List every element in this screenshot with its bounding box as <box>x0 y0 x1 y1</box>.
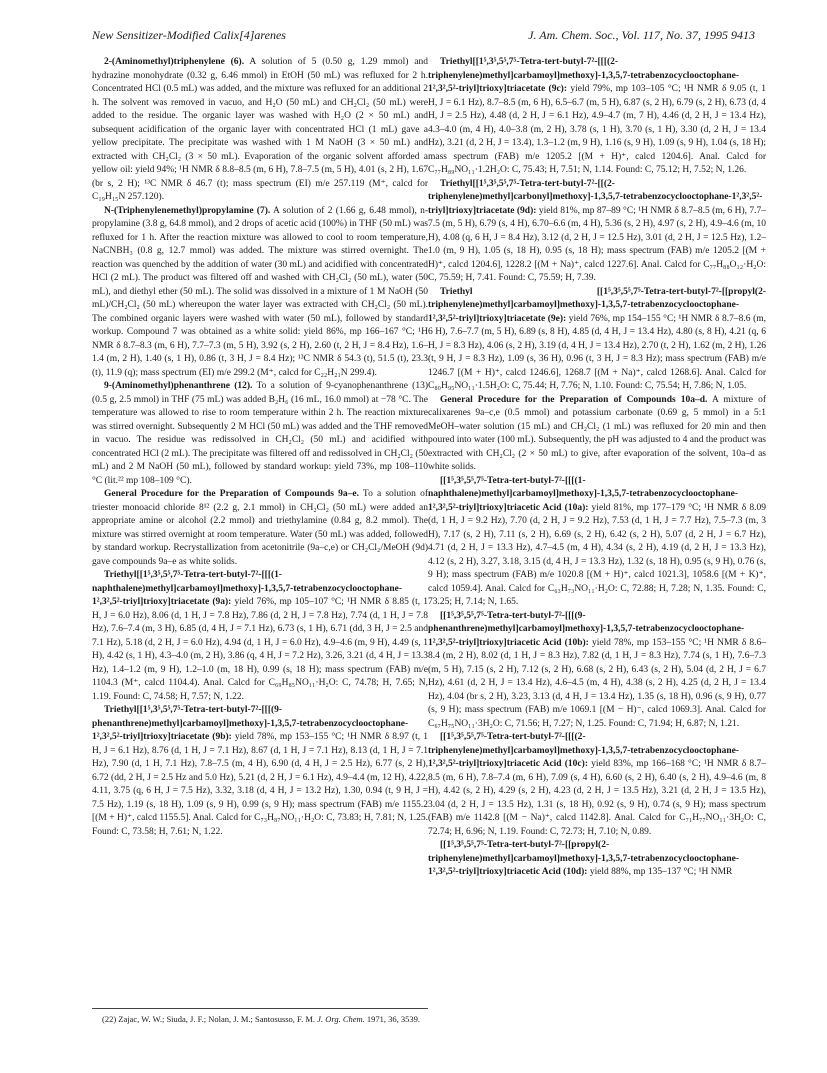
paragraph-text: yield 79%, mp 103–105 °C; ¹H NMR δ 9.05 (t, 1 H, J = 6.1 Hz), 8.7–8.5 (m, 6 H), 6.5–6.7 (m, 5 H), 6.87 (s, 2 H), 6.79 (s, 2 H), 6.73 (d, 4 H, J = 2.5 Hz), 4.48 (d, 2 H, J = 6.1 Hz), 4.9–4.7 (m, 7 H), 4.46 (d, 2 H, J = 13.4 Hz), 4.3–4.0 (m, 4 H), 4.0–3.8 (m, 2 H), 3.78 (s, 1 H), 3.70 (s, 1 H), 3.30 (d, 2 H, J = 13.4 Hz), 3.21 (d, 2 H, J = 13.4), 1.3–1.2 (m, 9 H), 1.16 (s, 9 H), 1.09 (s, 9 H), 1.04 (s, 18 H); mass spectrum (FAB) m/e 1205.2 [(M + H)⁺, calcd 1204.6]. Anal. Calcd for C₇₇H₈₉NO₁₁·1.2H₂O: C, 75.43; H, 7.51; N, 1.14. Found: C, 75.12; H, 7.52; N, 1.26. <box>428 84 766 175</box>
paragraph-text: A mixture of calixarenes 9a–c,e (0.5 mmol) and potassium carbonate (0.69 g, 5 mmol) in a 5:1 MeOH–water solution (15 mL) and CH₂Cl₂ (1 mL) was refluxed for 20 min and then poured into water (100 mL). Subsequently, the pH was adjusted to 4 and the product was extracted with CH₂Cl₂ (2 × 50 mL) to give, after evaporation of the solvent, 10a–d as white solids. <box>428 394 766 472</box>
paragraph-heading: N-(Triphenylenemethyl)propylamine (7). <box>104 205 271 216</box>
paragraph-9a <box>92 569 428 704</box>
footnote <box>92 1008 428 1025</box>
paragraph-9d <box>428 178 766 286</box>
paragraph-6 <box>92 56 428 205</box>
paragraph-heading: Triethyl[[1⁵,3⁵,5⁵,7⁵-Tetra-tert-butyl-7²-[[[(9-phenanthrene)methyl]carbamoyl]methoxy]-1,3,5,7-tetrabenzocyclooctophane-1²,3²,5²-triyl]trioxy]triacetate (9b): <box>92 705 409 742</box>
paragraph-heading: 2-(Aminomethyl)triphenylene (6). <box>104 57 245 67</box>
footnote-authors: (22) Zajac, W. W.; Siuda, J. F.; Nolan, J. M.; Santosusso, F. M. <box>102 1014 318 1024</box>
paragraph-heading: [[1⁵,3⁵,5⁵,7⁵-Tetra-tert-butyl-7²-[[propyl(2-triphenylene)methyl]carbamoyl]methoxy]-1,3,5,7-tetrabenzocyclooctophane-1²,3²,5²-triyl]trioxy]triacetic Acid (10d): <box>428 840 740 877</box>
paragraph-10b <box>428 610 766 732</box>
paragraph-9c <box>428 56 766 178</box>
paragraph-text: yield 81%, mp 87–89 °C; ¹H NMR δ 8.7–8.5 (m, 6 H), 7.7–7.5 (m, 5 H), 6.79 (s, 4 H), 6.70–6.6 (m, 4 H), 5.36 (s, 2 H), 4.97 (s, 2 H), 4.9–4.6 (m, 10 H), 4.08 (q, 6 H, J = 8.4 Hz), 3.12 (d, 2 H, J = 12.5 Hz), 3.01 (d, 2 H, J = 12.5 Hz), 1.2–1.0 (m, 9 H), 1.05 (s, 18 H), 0.95 (s, 18 H); mass spectrum (FAB) m/e 1205.2 [(M + H)⁺, calcd 1204.6], 1228.2 [(M + Na)⁺, calcd 1227.6]. Anal. Calcd for C₇₇H₈₈O₁₂·H₂O: C, 75.59; H, 7.41. Found: C, 75.59; H, 7.39. <box>428 205 766 283</box>
paragraph-text: yield 88%, mp 135–137 °C; ¹H NMR <box>587 867 733 877</box>
paragraph-heading: [[1⁵,3⁵,5⁵,7⁵-Tetra-tert-butyl-7²-[[[(9-phenanthrene)methyl]carbamoyl]methoxy]-1,3,5,7-tetrabenzocyclooctophane-1²,3²,5²-triyl]trioxy]triacetic Acid (10b): <box>428 610 745 648</box>
footnote-journal: J. Org. Chem. <box>317 1014 365 1024</box>
right-column <box>428 56 766 880</box>
paragraph-text: yield 76%, mp 154–155 °C; ¹H NMR δ 8.7–8.6 (m, 6 H), 7.6–7.7 (m, 5 H), 6.89 (s, 8 H), 4.85 (d, 4 H, J = 13.4 Hz), 4.80 (s, 8 H), 4.21 (q, 6 H, J = 8.3 Hz), 4.06 (s, 2 H), 3.19 (d, 4 H, J = 13.4 Hz), 2.70 (t, 2 H), 1.62 (m, 2 H), 1.26 (t, 9 H, J = 8.3 Hz), 1.09 (s, 36 H), 0.96 (t, 3 H, J = 8.3 Hz); mass spectrum (FAB) m/e 1246.7 [(M + H)⁺, calcd 1246.6], 1268.7 [(M + Na)⁺, calcd 1268.6]. Anal. Calcd for C₈₀H₉₅NO₁₁·1.5H₂O: C, 75.44; H, 7.76; N, 1.10. Found: C, 75.54; H, 7.86; N, 1.05. <box>428 313 766 391</box>
running-header-title: New Sensitizer-Modified Calix[4]arenes <box>92 28 286 42</box>
paragraph-text: yield 83%, mp 166–168 °C; ¹H NMR δ 8.7–8.5 (m, 6 H), 7.8–7.4 (m, 6 H), 7.09 (s, 4 H), 6.60 (s, 2 H), 6.40 (s, 2 H), 4.9–4.6 (m, 8 H), 4.42 (s, 2 H), 4.29 (s, 2 H), 4.23 (d, 2 H, J = 13.5 Hz), 3.21 (d, 2 H, J = 13.5 Hz), 3.04 (d, 2 H, J = 13.5 Hz), 1.31 (s, 18 H), 0.92 (s, 9 H), 0.74 (s, 9 H); mass spectrum (FAB) m/e 1142.8 [(M − Na)⁺, calcd 1142.8]. Anal. Calcd for C₇₁H₇₇NO₁₁·3H₂O: C, 72.74; H, 6.96; N, 1.19. Found: C, 72.73; H, 7.10; N, 0.89. <box>428 759 766 837</box>
general-procedure-10 <box>428 394 766 475</box>
general-procedure-9 <box>92 488 428 569</box>
paragraph-text: yield 78%, mp 153–155 °C; ¹H NMR δ 8.6–8.4 (m, 2 H), 8.02 (d, 1 H, J = 8.3 Hz), 7.82 (d, 1 H, J = 8.3 Hz), 7.74 (s, 1 H), 7.6–7.3 (m, 5 H), 7.15 (s, 2 H), 7.12 (s, 2 H), 6.68 (s, 2 H), 6.43 (s, 2 H), 5.04 (d, 2 H, J = 6.7 Hz), 4.61 (d, 2 H, J = 13.4 Hz), 4.6–4.5 (m, 4 H), 4.38 (s, 2 H), 4.25 (d, 2 H, J = 13.4 Hz), 4.04 (br s, 2 H), 3.23, 3.13 (d, 4 H, J = 13.4 Hz), 1.35 (s, 18 H), 0.96 (s, 9 H), 0.77 (s, 9 H); mass spectrum (FAB) m/e 1069.1 [(M − H)⁻, calcd 1069.3]. Anal. Calcd for C₆₇H₇₅NO₁₁·3H₂O: C, 71.56; H, 7.27; N, 1.25. Found: C, 71.94; H, 6.87; N, 1.21. <box>428 637 767 729</box>
paragraph-text: To a solution of triester monoacid chloride 8¹² (2.2 g, 2.1 mmol) in CH₂Cl₂ (50 mL) were added an appropriate amine or alcohol (2.2 mmol) and triethylamine (0.84 g, 8.2 mmol). The mixture was stirred overnight at room temperature. Water (50 mL) was added, followed by standard workup. Recrystallization from acetonitrile (9a–c,e) or CH₂Cl₂/MeOH (9d) gave compounds 9a–e as white solids. <box>92 489 428 567</box>
paragraph-heading: [[1⁵,3⁵,5⁵,7⁵-Tetra-tert-butyl-7²-[[[(2-triphenylene)methyl]carbamoyl]methoxy]-1,3,5,7-tetrabenzocyclooctophane-1²,3²,5²-triyl]trioxy]triacetic Acid (10c): <box>428 732 740 769</box>
paragraph-heading: [[1⁵,3⁵,5⁵,7⁵-Tetra-tert-butyl-7²-[[[(1-naphthalene)methyl]carbamoyl]methoxy]-1,3,5,7-tetrabenzocyclooctophane-1²,3²,5²-triyl]trioxy]triacetic Acid (10a): <box>428 475 739 513</box>
paragraph-12 <box>92 380 428 488</box>
paragraph-heading: Triethyl[[1⁵,3⁵,5⁵,7⁵-Tetra-tert-butyl-7²-[[[(2-triphenylene)methyl]carbamoyl]methoxy]-1,3,5,7-tetrabenzocyclooctophane-1²,3²,5²-triyl]trioxy]triacetate (9c): <box>428 57 740 94</box>
paragraph-heading: Triethyl [[1⁵,3⁵,5⁵,7⁵-Tetra-tert-butyl-7²-[[propyl(2-triphenylene)methyl]carbamoyl]methoxy]-1,3,5,7-tetrabenzocyclooctophane-1²,3²,5²-triyl]trioxy]triacetate (9e): <box>428 286 766 324</box>
paragraph-7 <box>92 205 428 381</box>
paragraph-9e <box>428 286 766 394</box>
paragraph-10d <box>428 839 766 880</box>
paragraph-heading: Triethyl[[1⁵,3⁵,5⁵,7⁵-Tetra-tert-butyl-7²-[[(2-triphenylene)methyl]carbonyl]methoxy]-1,3,5,7-tetrabenzocyclooctophane-1²,3²,5²-triyl]trioxy]triacetate (9d): <box>428 178 763 216</box>
section-heading: General Procedure for the Preparation of Compounds 10a–d. <box>440 394 708 405</box>
left-column <box>92 56 428 839</box>
paragraph-heading: Triethyl[[1⁵,3⁵,5⁵,7⁵-Tetra-tert-butyl-7²-[[[(1-naphthalene)methyl]carbamoyl]methoxy]-1,3,5,7-tetrabenzocyclooctophane-1²,3²,5²-triyl]trioxy]triacetate (9a): <box>92 570 403 607</box>
paragraph-text: yield 78%, mp 153–155 °C; ¹H NMR δ 8.97 (t, 1 H, J = 6.1 Hz), 8.76 (d, 1 H, J = 7.1 Hz), 8.67 (d, 1 H, J = 7.1 Hz), 8.13 (d, 1 H, J = 7.1 Hz), 7.90 (d, 1 H, 7.1 Hz), 7.8–7.5 (m, 4 H), 6.90 (d, 4 H, J = 2.5 Hz), 6.77 (s, 2 H), 6.72 (dd, 2 H, J = 2.5 Hz and 5.0 Hz), 5.21 (d, 2 H, J = 6.1 Hz), 4.9–4.4 (m, 12 H), 4.22, 4.11, 3.75 (q, 6 H, J = 7.5 Hz), 3.32, 3.18 (d, 4 H, J = 13.2 Hz), 1.30, 0.94 (t, 9 H, J = 7.5 Hz), 1.19 (s, 18 H), 1.09 (s, 9 H), 0.99 (s, 9 H); mass spectrum (FAB) m/e 1155.2 [(M + H)⁺, calcd 1155.5]. Anal. Calcd for C₇₃H₈₇NO₁₁·H₂O: C, 73.83; H, 7.81; N, 1.25. Found: C, 73.58; H, 7.61; N, 1.22. <box>92 732 428 837</box>
paragraph-text: A solution of 2 (1.66 g, 6.48 mmol), n-propylamine (3.8 g, 64.8 mmol), and 2 drops of acetic acid (100%) in THF (50 mL) was refluxed for 1 h. After the reaction mixture was allowed to cool to room temperature, NaCNBH₃ (0.8 g, 12.7 mmol) was added. The mixture was stirred overnight. The reaction was quenched by the addition of water (30 mL) and acidified with concentrated HCl (2 mL). The product was filtered off and washed with CH₂Cl₂ (50 mL), water (50 mL), and diethyl ether (50 mL). The solid was dissolved in a mixture of 1 M NaOH (50 mL)/CH₂Cl₂ (50 mL) whereupon the water layer was extracted with CH₂Cl₂ (50 mL). The combined organic layers were washed with water (50 mL), followed by standard workup. Compound 7 was obtained as a white solid: yield 86%, mp 166–167 °C; ¹H NMR δ 8.7–8.3 (m, 6 H), 7.7–7.3 (m, 5 H), 3.92 (s, 2 H), 2.60 (t, 2 H, J = 8.4 Hz), 1.6–1.4 (m, 2 H), 1.40 (s, 1 H), 0.86 (t, 3 H, J = 8.4 Hz); ¹³C NMR δ 54.3 (t), 51.5 (t), 23.3 (t), 11.9 (q); mass spectrum (EI) m/e 299.2 (M⁺, calcd for C₂₂H₂₁N 299.4). <box>92 205 429 378</box>
paragraph-10a <box>428 475 766 610</box>
paragraph-text: yield 81%, mp 177–179 °C; ¹H NMR δ 8.09 (d, 1 H, J = 9.2 Hz), 7.70 (d, 2 H, J = 9.2 Hz), 7.53 (d, 1 H, J = 7.7 Hz), 7.5–7.3 (m, 3 H), 7.17 (s, 2 H), 7.11 (s, 2 H), 6.69 (s, 2 H), 6.42 (s, 2 H), 5.07 (d, 2 H, J = 6.7 Hz), 4.71 (d, 2 H, J = 13.3 Hz), 4.7–4.5 (m, 4 H), 4.34 (s, 2 H), 4.19 (d, 2 H, J = 13.3 Hz), 4.12 (s, 2 H), 3.27, 3.18, 3.15 (d, 4 H, J = 13.3 Hz), 1.32 (s, 18 H), 0.95 (s, 9 H), 0.76 (s, 9 H); mass spectrum (FAB) m/e 1020.8 [(M + H)⁺, calcd 1021.3], 1058.6 [(M + K)⁺, calcd 1059.4]. Anal. Calcd for C₆₃H₇₃NO₁₁·H₂O: C, 72.88; H, 7.28; N, 1.35. Found: C, 73.25; H, 7.14; N, 1.65. <box>428 502 767 607</box>
paragraph-10c <box>428 731 766 839</box>
section-heading: General Procedure for the Preparation of Compounds 9a–e. <box>104 489 359 499</box>
paragraph-text: yield 76%, mp 105–107 °C; ¹H NMR δ 8.85 (t, 1 H, J = 6.0 Hz), 8.06 (d, 1 H, J = 7.8 Hz), 7.86 (d, 2 H, J = 7.8 Hz), 7.74 (d, 1 H, J = 7.8 Hz), 7.6–7.4 (m, 3 H), 6.85 (d, 4 H, J = 7.1 Hz), 6.73 (s, 1 H), 6.71 (dd, 3 H, J = 2.5 and 7.1 Hz), 5.18 (d, 2 H, J = 6.0 Hz), 4.94 (d, 1 H, J = 6.0 Hz), 4.9–4.6 (m, 9 H), 4.49 (s, 1 H), 4.42 (s, 1 H), 4.3–4.0 (m, 2 H), 3.86 (q, 4 H, J = 7.2 Hz), 3.26, 3.21 (d, 4 H, J = 13.3 Hz), 1.4–1.2 (m, 9 H), 1.2–1.0 (m, 18 H), 0.99 (s, 18 H); mass spectrum (FAB) m/e 1104.3 (M⁺, calcd 1104.4). Anal. Calcd for C₆₉H₈₅NO₁₁·H₂O: C, 74.78; H, 7.65; N, 1.19. Found: C, 74.58; H, 7.57; N, 1.22. <box>92 597 428 702</box>
paragraph-heading: 9-(Aminomethyl)phenanthrene (12). <box>104 381 253 391</box>
running-header-citation: J. Am. Chem. Soc., Vol. 117, No. 37, 1995 9413 <box>528 28 755 42</box>
footnote-details: 1971, 36, 3539. <box>364 1014 421 1024</box>
paragraph-9b <box>92 704 428 839</box>
paragraph-text: To a solution of 9-cyanophenanthrene (13) (0.5 g, 2.5 mmol) in THF (75 mL) was added B₂H₆ (16 mL, 16.0 mmol) at −78 °C. The temperature was allowed to rise to room temperature within 2 h. The reaction mixture was stirred overnight. Subsequently 2 M HCl (50 mL) was added and the THF removed in vacuo. The residue was redissolved in CH₂Cl₂ (50 mL) and acidified with concentrated HCl (2 mL). The precipitate was filtered off and redissolved in CH₂Cl₂ (50 mL) and 2 M NaOH (50 mL), followed by standard workup: yield 73%, mp 108–110 °C (lit.²² mp 108–109 °C). <box>92 381 428 486</box>
paragraph-text: A solution of 5 (0.50 g, 1.29 mmol) and hydrazine monohydrate (0.32 g, 6.46 mmol) in EtOH (50 mL) was refluxed for 2 h. Concentrated HCl (0.5 mL) was added, and the mixture was refluxed for an additional 2 h. The solvent was removed in vacuo, and H₂O (50 mL) and CH₂Cl₂ (50 mL) were added to the residue. The organic layer was washed with H₂O (2 × 50 mL) and subsequent acidification of the organic layer with concentrated HCl (1 mL) gave a yellow precipitate. The precipitate was washed with 1 M NaOH (3 × 50 mL) and extracted with CH₂Cl₂ (3 × 50 mL). Evaporation of the organic solvent afforded a yellow oil: yield 94%; ¹H NMR δ 8.8–8.5 (m, 6 H), 7.8–7.5 (m, 5 H), 4.01 (s, 2 H), 1.67 (br s, 2 H); ¹³C NMR δ 46.7 (t); mass spectrum (EI) m/e 257.119 (M⁺, calcd for C₁₉H₁₅N 257.120). <box>92 57 428 202</box>
